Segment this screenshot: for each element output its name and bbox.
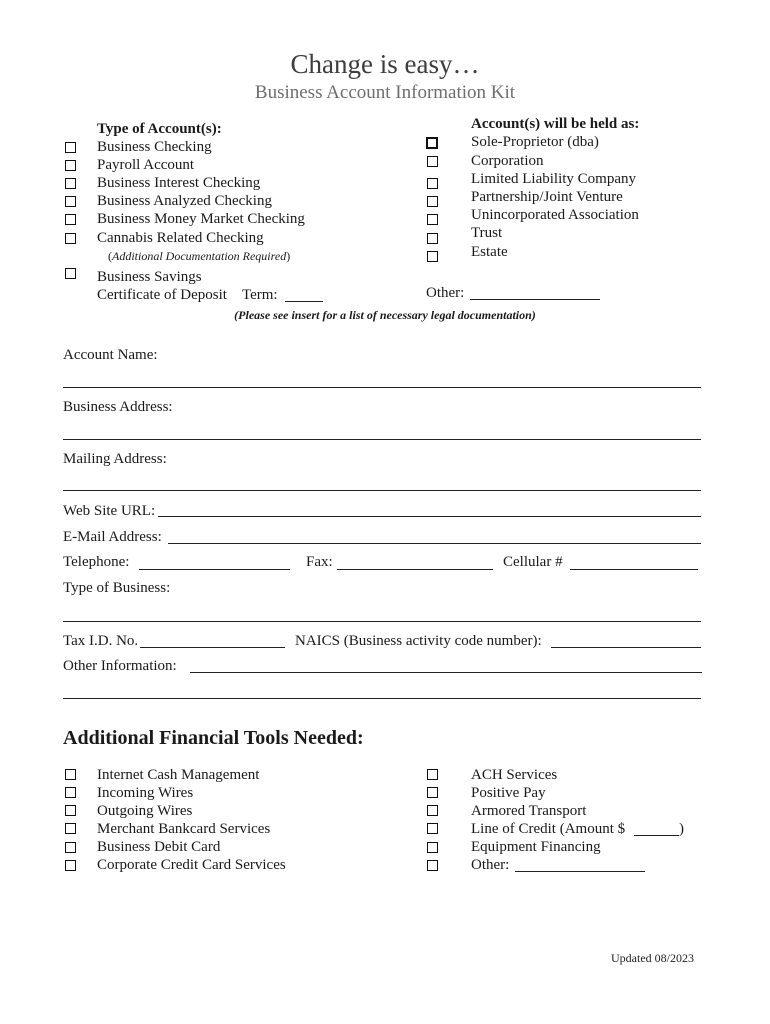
tax-id-label: Tax I.D. No. — [63, 633, 139, 649]
tool-label: Incoming Wires — [97, 785, 194, 801]
telephone-field[interactable] — [139, 569, 290, 570]
telephone-label: Telephone: — [63, 554, 130, 570]
checkbox-outgoing-wires[interactable] — [65, 805, 76, 816]
tool-label: Merchant Bankcard Services — [97, 821, 271, 837]
cellular-field[interactable] — [570, 569, 698, 570]
type-of-business-label: Type of Business: — [63, 580, 171, 596]
checkbox-incoming-wires[interactable] — [65, 787, 76, 798]
tool-label: Equipment Financing — [471, 839, 601, 855]
account-type-label: Business Interest Checking — [97, 175, 261, 191]
held-as-label: Limited Liability Company — [471, 171, 636, 187]
email-label: E-Mail Address: — [63, 529, 162, 545]
checkbox-payroll-account[interactable] — [65, 160, 76, 171]
cd-term-label: Term: — [242, 287, 278, 303]
checkbox-partnership[interactable] — [427, 196, 438, 207]
account-name-label: Account Name: — [63, 347, 158, 363]
checkbox-armored-transport[interactable] — [427, 805, 438, 816]
account-types-heading: Type of Account(s): — [97, 121, 222, 137]
fax-field[interactable] — [337, 569, 493, 570]
page-subtitle: Business Account Information Kit — [254, 82, 516, 103]
held-as-label: Sole-Proprietor (dba) — [471, 134, 599, 150]
account-type-label: Business Money Market Checking — [97, 211, 305, 227]
tool-label: Positive Pay — [471, 785, 546, 801]
checkbox-cannabis-checking[interactable] — [65, 233, 76, 244]
fax-label: Fax: — [306, 554, 333, 570]
checkbox-business-money-market[interactable] — [65, 214, 76, 225]
cellular-label: Cellular # — [503, 554, 563, 570]
web-site-label: Web Site URL: — [63, 503, 156, 519]
checkbox-ach-services[interactable] — [427, 769, 438, 780]
mailing-address-label: Mailing Address: — [63, 451, 167, 467]
cannabis-note: (Additional Documentation Required) — [108, 249, 291, 263]
checkbox-equipment-financing[interactable] — [427, 842, 438, 853]
held-as-other-label: Other: — [426, 285, 465, 301]
account-type-label: Cannabis Related Checking — [97, 230, 264, 246]
account-type-label: Business Checking — [97, 139, 212, 155]
tool-label: Line of Credit (Amount $ — [471, 821, 626, 837]
checkbox-positive-pay[interactable] — [427, 787, 438, 798]
held-as-other-field[interactable] — [470, 299, 600, 300]
account-name-field[interactable] — [63, 387, 701, 388]
tools-heading: Additional Financial Tools Needed: — [63, 727, 364, 749]
tool-label: Corporate Credit Card Services — [97, 857, 286, 873]
loc-close-paren: ) — [679, 821, 684, 837]
other-info-label: Other Information: — [63, 658, 177, 674]
naics-field[interactable] — [551, 647, 701, 648]
checkbox-estate[interactable] — [427, 251, 438, 262]
naics-label: NAICS (Business activity code number): — [295, 633, 542, 649]
tool-label: Other: — [471, 857, 510, 873]
web-site-field[interactable] — [158, 516, 701, 517]
held-as-label: Corporation — [471, 153, 544, 169]
tools-other-field[interactable] — [515, 871, 645, 872]
checkbox-business-analyzed-checking[interactable] — [65, 196, 76, 207]
held-as-label: Trust — [471, 225, 503, 241]
checkbox-sole-proprietor[interactable] — [426, 137, 438, 149]
account-type-label: Business Analyzed Checking — [97, 193, 272, 209]
tool-label: Business Debit Card — [97, 839, 221, 855]
checkbox-business-savings[interactable] — [65, 268, 76, 279]
loc-amount-field[interactable] — [634, 835, 679, 836]
held-as-label: Estate — [471, 244, 508, 260]
business-address-label: Business Address: — [63, 399, 173, 415]
email-field[interactable] — [168, 543, 701, 544]
tax-id-field[interactable] — [140, 647, 285, 648]
legal-note: (Please see insert for a list of necessary legal documentation) — [234, 308, 536, 322]
updated-date: Updated 08/2023 — [611, 951, 694, 965]
held-as-label: Partnership/Joint Venture — [471, 189, 623, 205]
cd-term-field[interactable] — [285, 301, 323, 302]
business-address-field[interactable] — [63, 439, 701, 440]
type-of-business-field[interactable] — [63, 621, 701, 622]
tool-label: Armored Transport — [471, 803, 587, 819]
checkbox-trust[interactable] — [427, 233, 438, 244]
held-as-heading: Account(s) will be held as: — [471, 116, 640, 132]
cannabis-note-text: Additional Documentation Required — [112, 249, 287, 263]
page-title: Change is easy… — [290, 49, 480, 79]
tool-label: ACH Services — [471, 767, 558, 783]
tool-label: Internet Cash Management — [97, 767, 260, 783]
account-type-label: Payroll Account — [97, 157, 195, 173]
checkbox-business-debit-card[interactable] — [65, 842, 76, 853]
checkbox-unincorporated[interactable] — [427, 214, 438, 225]
mailing-address-field[interactable] — [63, 490, 701, 491]
checkbox-internet-cash-management[interactable] — [65, 769, 76, 780]
other-info-field-2[interactable] — [63, 698, 701, 699]
checkbox-corporate-credit-card[interactable] — [65, 860, 76, 871]
checkbox-corporation[interactable] — [427, 156, 438, 167]
checkbox-llc[interactable] — [427, 178, 438, 189]
checkbox-merchant-bankcard[interactable] — [65, 823, 76, 834]
held-as-label: Unincorporated Association — [471, 207, 639, 223]
checkbox-business-checking[interactable] — [65, 142, 76, 153]
checkbox-business-interest-checking[interactable] — [65, 178, 76, 189]
checkbox-tools-other[interactable] — [427, 860, 438, 871]
other-info-field[interactable] — [190, 672, 702, 673]
account-type-label: Business Savings — [97, 269, 202, 285]
cd-label: Certificate of Deposit — [97, 287, 227, 303]
checkbox-line-of-credit[interactable] — [427, 823, 438, 834]
tool-label: Outgoing Wires — [97, 803, 193, 819]
